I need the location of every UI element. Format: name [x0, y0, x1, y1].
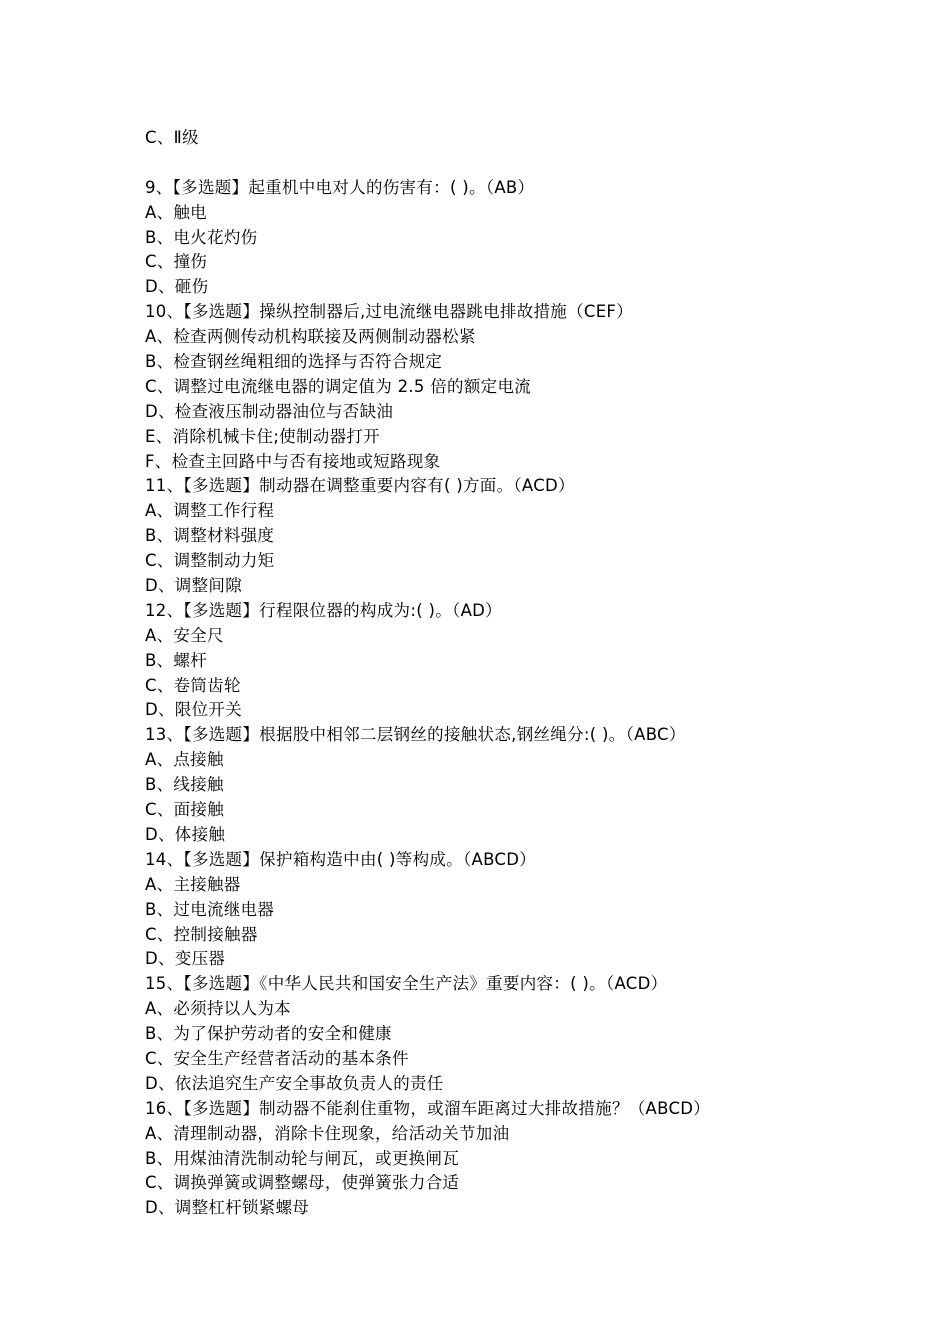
question-title: 11、【多选题】制动器在调整重要内容有( )方面。（ACD）	[145, 476, 575, 496]
option-text: A、触电	[145, 202, 207, 222]
option-text: B、过电流继电器	[145, 899, 275, 919]
option-text: A、点接触	[145, 750, 224, 770]
question-block-9	[145, 176, 845, 300]
option-text: D、砸伤	[145, 277, 209, 297]
question-title: 14、【多选题】保护箱构造中由( )等构成。（ABCD）	[145, 849, 537, 869]
spacer	[145, 151, 845, 176]
option-text: B、为了保护劳动者的安全和健康	[145, 1024, 392, 1044]
option-text: B、调整材料强度	[145, 526, 275, 546]
question-title: 15、【多选题】《中华人民共和国安全生产法》重要内容：( )。（ACD）	[145, 974, 668, 994]
question-block-13	[145, 723, 845, 847]
question-title: 9、【多选题】起重机中电对人的伤害有：( )。（AB）	[145, 177, 535, 197]
option-text: B、螺杆	[145, 650, 208, 670]
question-block-10	[145, 300, 845, 474]
option-text: D、变压器	[145, 949, 226, 969]
option-text: D、依法追究生产安全事故负责人的责任	[145, 1073, 444, 1093]
option-text: C、安全生产经营者活动的基本条件	[145, 1048, 409, 1068]
option-text: A、必须持以人为本	[145, 999, 291, 1019]
question-block-16	[145, 1097, 845, 1221]
option-text: E、消除机械卡住;使制动器打开	[145, 426, 380, 446]
option-text: D、调整杠杆锁紧螺母	[145, 1198, 310, 1218]
option-text: A、调整工作行程	[145, 501, 275, 521]
option-text: D、检查液压制动器油位与否缺油	[145, 401, 394, 421]
option-text: C、卷筒齿轮	[145, 675, 241, 695]
option-text: C、调整制动力矩	[145, 551, 275, 571]
question-title: 12、【多选题】行程限位器的构成为:( )。（AD）	[145, 600, 502, 620]
question-block-15	[145, 972, 845, 1096]
option-text: B、用煤油清洗制动轮与闸瓦，或更换闸瓦	[145, 1148, 460, 1168]
option-text: C、控制接触器	[145, 924, 258, 944]
option-text: F、检查主回路中与否有接地或短路现象	[145, 451, 441, 471]
question-title: 16、【多选题】制动器不能刹住重物，或溜车距离过大排故措施？（ABCD）	[145, 1098, 711, 1118]
option-text: A、检查两侧传动机构联接及两侧制动器松紧	[145, 327, 476, 347]
question-block-11	[145, 474, 845, 598]
option-text: A、安全尺	[145, 625, 224, 645]
option-text: A、清理制动器，消除卡住现象，给活动关节加油	[145, 1123, 510, 1143]
question-block-12	[145, 599, 845, 723]
option-text: C、调整过电流继电器的调定值为 2.5 倍的额定电流	[145, 376, 532, 396]
option-text: D、体接触	[145, 824, 226, 844]
question-block-14	[145, 848, 845, 972]
question-title: 13、【多选题】根据股中相邻二层钢丝的接触状态,钢丝绳分:( )。（ABC）	[145, 725, 686, 745]
option-text: C、撞伤	[145, 252, 208, 272]
option-text: C、Ⅱ级	[145, 128, 199, 147]
option-text: C、面接触	[145, 800, 225, 820]
option-text: B、检查钢丝绳粗细的选择与否符合规定	[145, 352, 443, 372]
option-text: D、限位开关	[145, 700, 243, 720]
option-text: B、线接触	[145, 775, 224, 795]
option-text: D、调整间隙	[145, 576, 243, 596]
option-text: B、电火花灼伤	[145, 227, 258, 247]
document-page	[145, 126, 845, 1221]
option-text: A、主接触器	[145, 874, 241, 894]
option-text: C、调换弹簧或调整螺母，使弹簧张力合适	[145, 1173, 460, 1193]
question-title: 10、【多选题】操纵控制器后,过电流继电器跳电排故措施（CEF）	[145, 302, 634, 322]
